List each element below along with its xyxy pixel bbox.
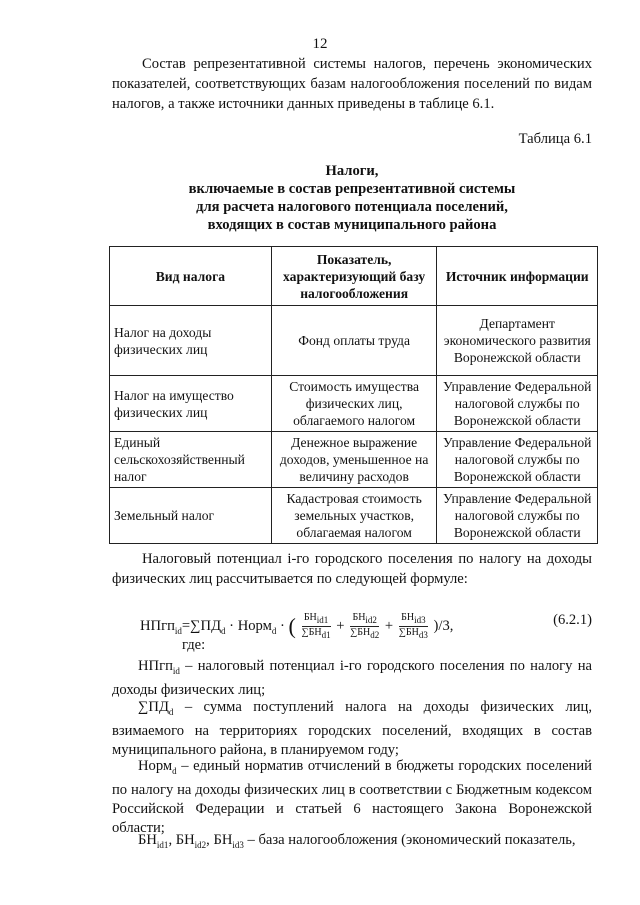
table-title-line: для расчета налогового потенциала поселений, [196, 199, 508, 215]
formula-fraction: $\frac{БН_{id1}}{\sum БН_{d1}}$ [301, 612, 331, 640]
page-number: 12 [312, 36, 328, 52]
definition-item: Норм$_d$ – единый норматив отчислений в бюджеты городских поселений по налогу на доходы физических лиц в соответствии с Бюджетным кодексом Российской Федерации и статьей 6 настоящего Закона Воронежской области; [112, 758, 592, 836]
cell-indicator: Фонд оплаты труда [271, 306, 437, 376]
cell-source: Департамент экономического развития Воронежской области [437, 306, 598, 376]
table-label: Таблица 6.1 [518, 131, 592, 147]
formula [140, 606, 592, 640]
cell-tax-type: Единый сельскохозяйственный налог [110, 432, 272, 488]
table-header-row [110, 247, 598, 306]
table-row [110, 376, 598, 432]
cell-indicator: Стоимость имущества физических лиц, облагаемого налогом [271, 376, 437, 432]
header-source: Источник информации [437, 247, 598, 306]
header-tax-type: Вид налога [110, 247, 272, 306]
equation-number: (6.2.1) [553, 612, 592, 628]
formula-intro: Налоговый потенциал i-го городского поселения по налогу на доходы физических лиц рассчитывается по следующей формуле: [112, 551, 592, 587]
table-title-line: входящих в состав муниципального района [207, 217, 497, 233]
definition-item: $БН_{id1}$, $БН_{id2}$, $БН_{id3}$ – база налогообложения (экономический показатель, [138, 832, 576, 850]
cell-tax-type: Налог на имущество физических лиц [110, 376, 272, 432]
cell-tax-type: Земельный налог [110, 488, 272, 544]
table-row [110, 432, 598, 488]
table-title [112, 162, 592, 234]
cell-indicator: Денежное выражение доходов, уменьшенное на величину расходов [271, 432, 437, 488]
where-label: где: [182, 637, 206, 653]
cell-source: Управление Федеральной налоговой службы по Воронежской области [437, 432, 598, 488]
formula-fraction: $\frac{БН_{id3}}{\sum БН_{d3}}$ [398, 612, 428, 640]
taxes-table [109, 246, 598, 544]
table-title-line: Налоги, [325, 163, 379, 179]
cell-source: Управление Федеральной налоговой службы по Воронежской области [437, 376, 598, 432]
table-title-line: включаемые в состав репрезентативной системы [188, 181, 516, 197]
definition-item: НПгп$_{id}$ – налоговый потенциал i-го городского поселения по налогу на доходы физических лиц; [112, 658, 592, 698]
table-row [110, 306, 598, 376]
cell-tax-type: Налог на доходы физических лиц [110, 306, 272, 376]
formula-fraction: $\frac{БН_{id2}}{\sum БН_{d2}}$ [350, 612, 380, 640]
table-row [110, 488, 598, 544]
definition-item: $\sum ПД_d$ – сумма поступлений налога на доходы физических лиц, взимаемого на территориях городских поселений, входящих в состав муниципального района, в планируемом году; [112, 699, 592, 758]
header-indicator: Показатель, характеризующий базу налогообложения [271, 247, 437, 306]
cell-indicator: Кадастровая стоимость земельных участков, облагаемая налогом [271, 488, 437, 544]
intro-paragraph: Состав репрезентативной системы налогов, перечень экономических показателей, соответствующих базам налогообложения поселений по видам налогов, а также источники данных приведены в таблице 6.1. [112, 56, 592, 112]
cell-source: Управление Федеральной налоговой службы по Воронежской области [437, 488, 598, 544]
formula-expression: $НПгп_{id}=\sum ПД_d$ · Норм$_d$ · ( $\frac{БН_{id1}}{\sum БН_{d1}}$ + $\frac{БН_{id2}}{\sum БН_{d2}}$ + $\frac{БН_{id3}}{\sum БН_{d3}}$ )/3, [140, 612, 454, 640]
